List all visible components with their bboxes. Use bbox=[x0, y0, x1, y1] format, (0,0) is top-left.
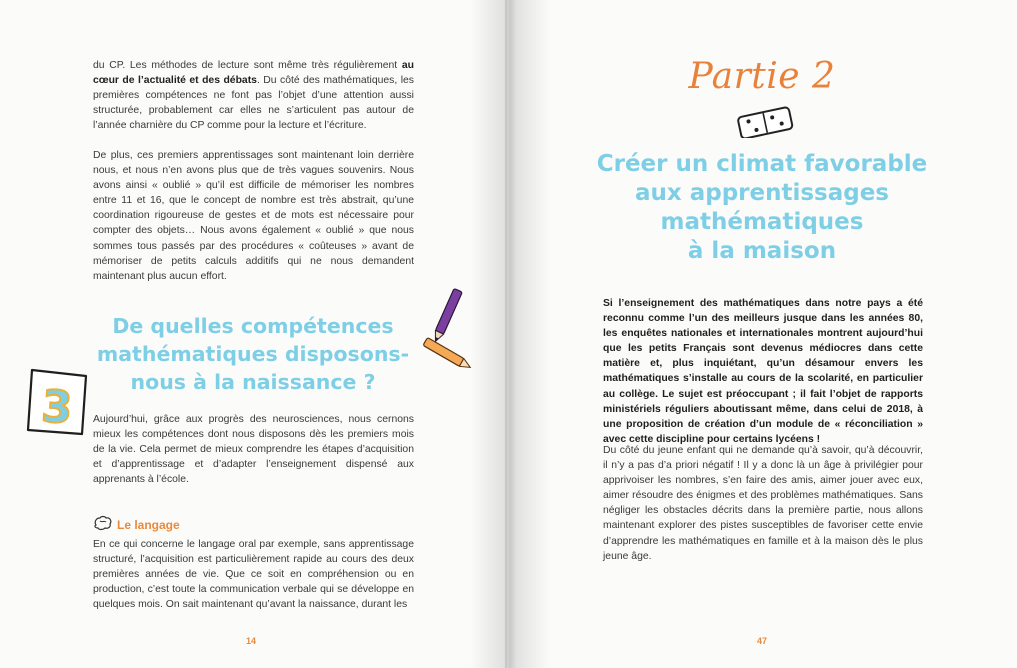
part-heading-line: Créer un climat favorable bbox=[596, 151, 928, 177]
note-number-icon bbox=[24, 366, 90, 443]
emphasis-text: au cœur de l’actualité et des débats bbox=[93, 60, 414, 87]
right-paragraph-2: Du côté du jeune enfant qui ne demande qu’à savoir, qu’à découvrir, il n’y a pas d’a priori négatif ! Il y a donc là un âge à privilégier pour apprivoiser les nombres, s’en faire des amis, aimer jouer avec eux, aimer résoudre des énigmes et des problèmes mathématiques. Sans négliger les obstacles décrits dans la première partie, nous allons maintenant explorer des pistes susceptibles de favoriser cette envie d’apprendre les mathématiques en famille et à la maison dès le plus jeune âge. bbox=[603, 445, 923, 562]
pencils-icon bbox=[418, 288, 480, 375]
brain-doodle-icon bbox=[93, 515, 113, 534]
subheading-text: Le langage bbox=[117, 517, 180, 532]
part-heading bbox=[567, 150, 957, 266]
left-paragraph-3: Aujourd’hui, grâce aux progrès des neurosciences, nous cernons mieux les compétences dont nous disposons dès les premiers mois de la vie. Cela permet de mieux comprendre les étapes d’acquisition et d’apprentissage et d’adapter l’enseignement dispensé aux apprenants à l’école. bbox=[93, 414, 414, 486]
intro-paragraph: Si l’enseignement des mathématiques dans notre pays a été reconnu comme l’un des meilleurs jusque dans les années 80, les enquêtes nationales et internationales montrent aujourd’hui que les petits Français sont devenus médiocres dans cette matière et, plus inquiétant, qu’un désamour envers les mathématiques s’installe au cours de la scolarité, en particulier au collège. Le sujet est préoccupant ; il fait l’objet de rapports ministériels réguliers aboutissant même, dans celui de 2018, à une proposition de création d’un module de « réconciliation » avec cette discipline pour certains lycéens ! bbox=[603, 298, 923, 445]
left-paragraph-2: De plus, ces premiers apprentissages sont maintenant loin derrière nous, et nous n’en avons plus que de très vagues souvenirs. Nous avons ainsi « oublié » qu’il est difficile de mémoriser les nombres entre 11 et 16, que le concept de nombre est très abstrait, qu’une coordination rigoureuse de gestes et de mots est nécessaire pour compter des objets… Nous avons également « oublié » que nous sommes tous passés par des procédures « coûteuses » avant de mémoriser de petits calculs additifs qui ne nous demandent maintenant plus aucun effort. bbox=[93, 150, 414, 282]
note-number: 3 bbox=[39, 381, 74, 435]
page-number-right: 47 bbox=[757, 636, 768, 646]
left-paragraph-4: En ce qui concerne le langage oral par exemple, sans apprentissage structuré, l’acquisition est particulièrement rapide au cours des deux premières années de vie. Que ce soit en compréhension ou en production, c’est toute la communication verbale qui se développe en quelques mois. On sait maintenant qu’avant la naissance, durant les bbox=[93, 539, 414, 611]
section-heading-line: nous à la naissance ? bbox=[130, 370, 376, 394]
left-paragraph-1: du CP. Les méthodes de lecture sont même très régulièrement au cœur de l’actualité et des débats. Du côté des mathématiques, les premières compétences ne font pas l’objet d’une attention aussi structurée, probablement car elles ne s’articulent pas autour de l’année charnière du CP comme pour la lecture et l’écriture. bbox=[93, 60, 414, 132]
domino-icon bbox=[735, 106, 795, 143]
part-label: Partie 2 bbox=[688, 56, 836, 97]
subheading-langage bbox=[93, 515, 180, 534]
part-heading-line: aux apprentissages bbox=[634, 180, 890, 206]
right-page bbox=[507, 0, 1017, 668]
part-heading-line: à la maison bbox=[687, 238, 837, 264]
left-page bbox=[0, 0, 505, 668]
page-number-left: 14 bbox=[246, 636, 257, 646]
section-heading-line: De quelles compétences bbox=[112, 314, 394, 338]
section-heading-line: mathématiques disposons- bbox=[96, 342, 410, 366]
section-heading bbox=[86, 312, 420, 396]
part-heading-line: mathématiques bbox=[660, 209, 864, 235]
